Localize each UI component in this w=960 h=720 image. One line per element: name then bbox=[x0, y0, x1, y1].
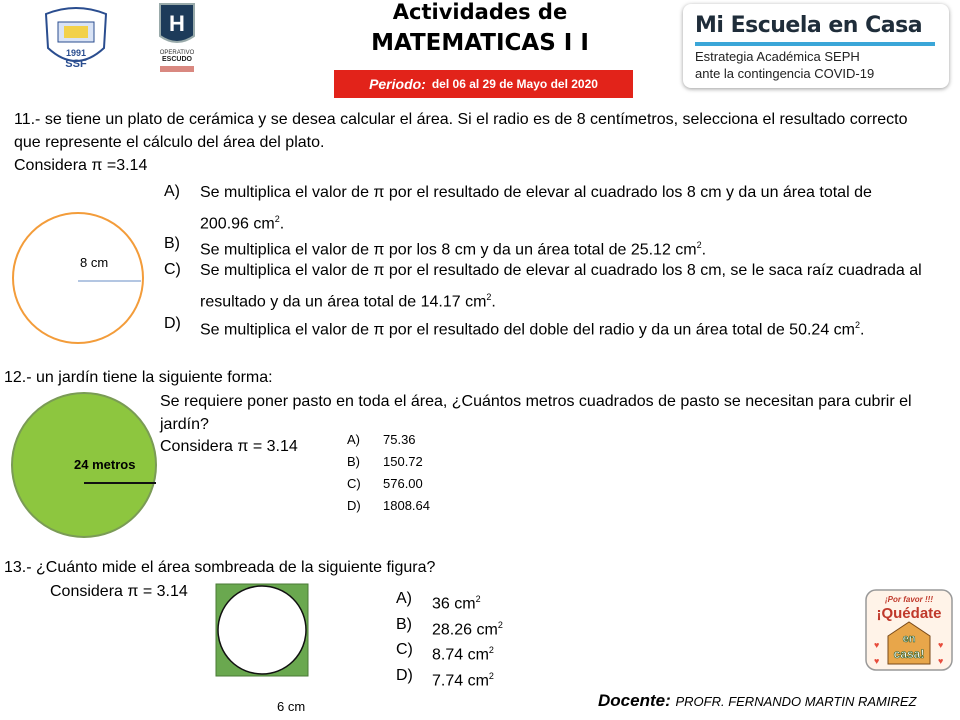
option-key: D) bbox=[347, 498, 361, 513]
q13-option-c[interactable]: C) 8.74 $cm^2$ bbox=[396, 641, 494, 664]
svg-text:♥: ♥ bbox=[874, 656, 880, 666]
q12-option-a[interactable] bbox=[347, 432, 457, 447]
option-text: 36 cm bbox=[432, 595, 476, 613]
option-key: D) bbox=[396, 667, 413, 684]
plate-circle bbox=[13, 213, 143, 343]
svg-text:♥: ♥ bbox=[874, 640, 880, 650]
option-key: B) bbox=[396, 616, 412, 633]
option-key: C) bbox=[347, 476, 361, 491]
school-logo bbox=[38, 4, 114, 76]
escudo-label: OPERATIVO bbox=[159, 50, 195, 56]
school-logo-year: 1991 bbox=[65, 48, 87, 58]
option-sup: 2 bbox=[854, 320, 860, 330]
campaign-line2: ante la contingencia COVID-19 bbox=[695, 66, 875, 81]
option-key: B) bbox=[164, 235, 180, 252]
svg-text:H: H bbox=[169, 11, 185, 36]
option-text: 7.74 cm bbox=[432, 672, 489, 690]
plate-figure bbox=[8, 208, 148, 348]
campaign-box bbox=[683, 4, 949, 88]
q13-option-d[interactable]: D) 7.74 $cm^2$ bbox=[396, 667, 494, 690]
q13-option-b[interactable]: B) 28.26 $cm^2$ bbox=[396, 616, 503, 639]
period-dates: del 06 al 29 de Mayo del 2020 bbox=[431, 77, 598, 91]
stay-home-line4: casa! bbox=[893, 647, 925, 661]
campaign-title: Mi Escuela en Casa bbox=[695, 13, 923, 38]
stay-home-badge bbox=[864, 588, 954, 672]
period-label: Periodo: bbox=[369, 76, 426, 92]
plate-radius-label: 8 cm bbox=[80, 255, 109, 270]
stay-home-line1: ¡Por favor !!! bbox=[885, 595, 933, 604]
option-key: C) bbox=[164, 261, 181, 278]
page-title-line1: Actividades de bbox=[392, 0, 568, 24]
option-text: Se multiplica el valor de π por el resultado de elevar al cuadrado los 8 cm, se le saca raíz cuadrada al resultado y da un área total de 14.17 cm bbox=[200, 262, 922, 311]
option-text: 150.72 bbox=[383, 454, 423, 469]
option-text: 8.74 cm bbox=[432, 646, 489, 664]
option-text: 576.00 bbox=[383, 476, 423, 491]
option-key: C) bbox=[396, 641, 413, 658]
garden-radius-label: 24 metros bbox=[74, 457, 136, 472]
option-key: D) bbox=[164, 315, 181, 332]
docente-label: Docente: bbox=[598, 691, 671, 710]
docente-name: PROFR. FERNANDO MARTIN RAMIREZ bbox=[675, 694, 917, 709]
q11-option-b[interactable]: B) Se multiplica el valor de π por los 8 cm y da un área total de 25.12 $cm^2$. bbox=[164, 235, 707, 259]
option-key: B) bbox=[347, 454, 360, 469]
q12-pi-note: Considera π = 3.14 bbox=[160, 438, 298, 455]
option-text: 75.36 bbox=[383, 432, 416, 447]
q13-stem: 13.- ¿Cuánto mide el área sombreada de la siguiente figura? bbox=[4, 559, 436, 576]
page-title-line2: MATEMATICAS I I bbox=[371, 30, 589, 56]
q13-option-a[interactable]: A) 36 $cm^2$ bbox=[396, 590, 481, 613]
q11-pi-note: Considera π =3.14 bbox=[14, 157, 148, 174]
q12-option-d[interactable] bbox=[347, 498, 457, 513]
option-text: 28.26 cm bbox=[432, 621, 498, 639]
option-text: Se multiplica el valor de π por el resultado de elevar al cuadrado los 8 cm y da un área total de 200.96 cm bbox=[200, 184, 872, 233]
option-sup: 2 bbox=[486, 292, 492, 302]
option-key: A) bbox=[347, 432, 360, 447]
q11-option-d[interactable]: D) Se multiplica el valor de π por el resultado del doble del radio y da un área total de 50.24 $cm^2$. bbox=[164, 315, 865, 339]
q11-option-c[interactable]: C) Se multiplica el valor de π por el resultado de elevar al cuadrado los 8 cm, se le saca raíz cuadrada al resultado y da un área total de 14.17 $cm^2$. bbox=[164, 261, 922, 311]
square-figure bbox=[214, 582, 310, 678]
stay-home-line2: ¡Quédate bbox=[876, 605, 942, 622]
option-text: Se multiplica el valor de π por los 8 cm y da un área total de 25.12 cm bbox=[200, 241, 697, 259]
option-key: A) bbox=[396, 590, 412, 607]
campaign-bar bbox=[695, 42, 935, 46]
school-logo-text: SSF bbox=[65, 58, 87, 70]
q13-pi-note: Considera π = 3.14 bbox=[50, 583, 188, 600]
option-text: 1808.64 bbox=[383, 498, 430, 513]
stay-home-line3: en bbox=[902, 633, 916, 645]
period-banner bbox=[334, 70, 633, 98]
q12-question: Se requiere poner pasto en toda el área, ¿Cuántos metros cuadrados de pasto se necesitan para cubrir el jardín? bbox=[160, 393, 912, 433]
q12-option-c[interactable] bbox=[347, 476, 457, 491]
option-text: Se multiplica el valor de π por el resultado del doble del radio y da un área total de 50.24 cm bbox=[200, 321, 855, 339]
square-side-label: 6 cm bbox=[277, 699, 306, 714]
q12-stem: 12.- un jardín tiene la siguiente forma: bbox=[4, 369, 273, 386]
inscribed-circle bbox=[218, 586, 306, 674]
svg-text:♥: ♥ bbox=[938, 640, 944, 650]
option-sup: 2 bbox=[274, 214, 280, 224]
option-key: A) bbox=[164, 183, 180, 200]
option-sup: 2 bbox=[696, 240, 702, 250]
campaign-line1: Estrategia Académica SEPH bbox=[695, 49, 860, 64]
escudo-label2: ESCUDO bbox=[162, 56, 192, 63]
svg-text:♥: ♥ bbox=[938, 656, 944, 666]
escudo-logo bbox=[150, 2, 204, 78]
q12-option-b[interactable] bbox=[347, 454, 457, 469]
q11-stem: 11.- se tiene un plato de cerámica y se desea calcular el área. Si el radio es de 8 centímetros, selecciona el resultado correcto que represente el cálculo del área del plato. bbox=[14, 111, 908, 151]
q11-option-a[interactable]: A) Se multiplica el valor de π por el resultado de elevar al cuadrado los 8 cm y da un área total de 200.96 $cm^2$. bbox=[164, 183, 872, 233]
docente-footer bbox=[598, 691, 916, 711]
